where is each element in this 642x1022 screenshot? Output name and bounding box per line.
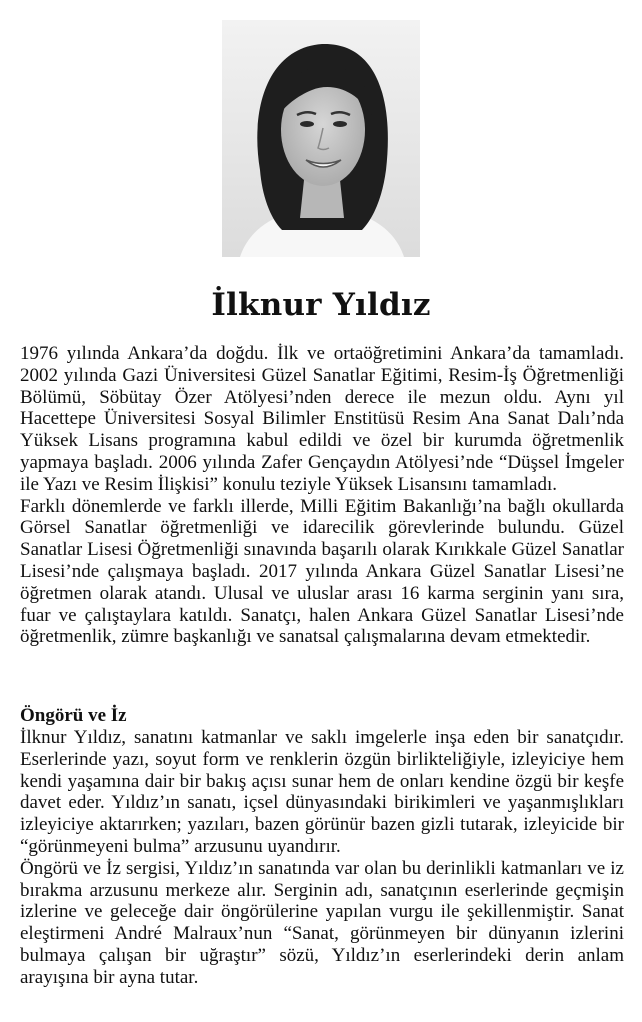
bio-paragraph: 1976 yılında Ankara’da doğdu. İlk ve ortaöğretimini Ankara’da tamamladı. 2002 yılında Gazi Üniversitesi Güzel Sanatlar Eğitimi, Resim-İş Öğretmenliği Bölümü, Söbütay Özer Atölyesi’nden derece ile mezun oldu. Aynı yıl Hacettepe Üniversitesi Sosyal Bilimler Enstitüsü Resim Ana Sanat Dalı’nda Yüksek Lisans programına kabul edildi ve özel bir kurumda öğretmenlik yapmaya başladı. 2006 yılında Zafer Gençaydın Atölyesi’nde “Düşsel İmgeler ile Yazı ve Resim İlişkisi” konulu teziyle Yüksek Lisansını tamamladı. [20,343,624,495]
exhibition-paragraph: Öngörü ve İz sergisi, Yıldız’ın sanatında var olan bu derinlikli katmanları ve iz bırakma arzusunu merkeze alır. Serginin adı, sanatçının eserlerinde geçmişin izlerine ve geleceğe dair öngörülerine yapılan vurgu ile şekillenmiştir. Sanat eleştirmeni André Malraux’nun “Sanat, görünmeyen bir dünyanın izlerini bulmaya çalışan bir uğraştır” sözü, Yıldız’ın eserlerindeki derin anlam arayışına bir ayna tutar. [20,857,624,988]
artist-portrait-photo [222,20,420,257]
exhibition-section [20,704,624,989]
artist-name: İlknur Yıldız [211,287,431,323]
artist-biography [20,343,624,648]
portrait-illustration [222,20,420,257]
exhibition-title: Öngörü ve İz [20,705,127,726]
bio-paragraph: Farklı dönemlerde ve farklı illerde, Milli Eğitim Bakanlığı’na bağlı okullarda Görsel Sanatlar öğretmenliği ve idarecilik görevlerinde bulundu. Güzel Sanatlar Lisesi Öğretmenliği sınavında başarılı olarak Kırıkkale Güzel Sanatlar Lisesi’nde çalışmaya başladı. 2017 yılında Ankara Güzel Sanatlar Lisesi’ne öğretmen olarak atandı. Ulusal ve uluslar arası 16 karma serginin yanı sıra, fuar ve çalıştaylara katıldı. Sanatçı, halen Ankara Güzel Sanatlar Lisesi’nde öğretmenlik, zümre başkanlığı ve sanatsal çalışmalarına devam etmektedir. [20,495,624,648]
exhibition-paragraph: İlknur Yıldız, sanatını katmanlar ve saklı imgelerle inşa eden bir sanatçıdır. Eserlerinde yazı, soyut form ve renklerin özgün birlikteliğiyle, izleyiciye hem kendi yaşamına dair bir bakış açısı sunar hem de onları kendine özgü bir keşfe davet eder. Yıldız’ın sanatı, içsel dünyasındaki birikimleri ve yaşanmışlıkları izleyiciye aktarırken; yazıları, bazen görünür bazen gizli tutarak, izleyicide bir “görünmeyeni bulma” arzusunu uyandırır. [20,727,624,857]
